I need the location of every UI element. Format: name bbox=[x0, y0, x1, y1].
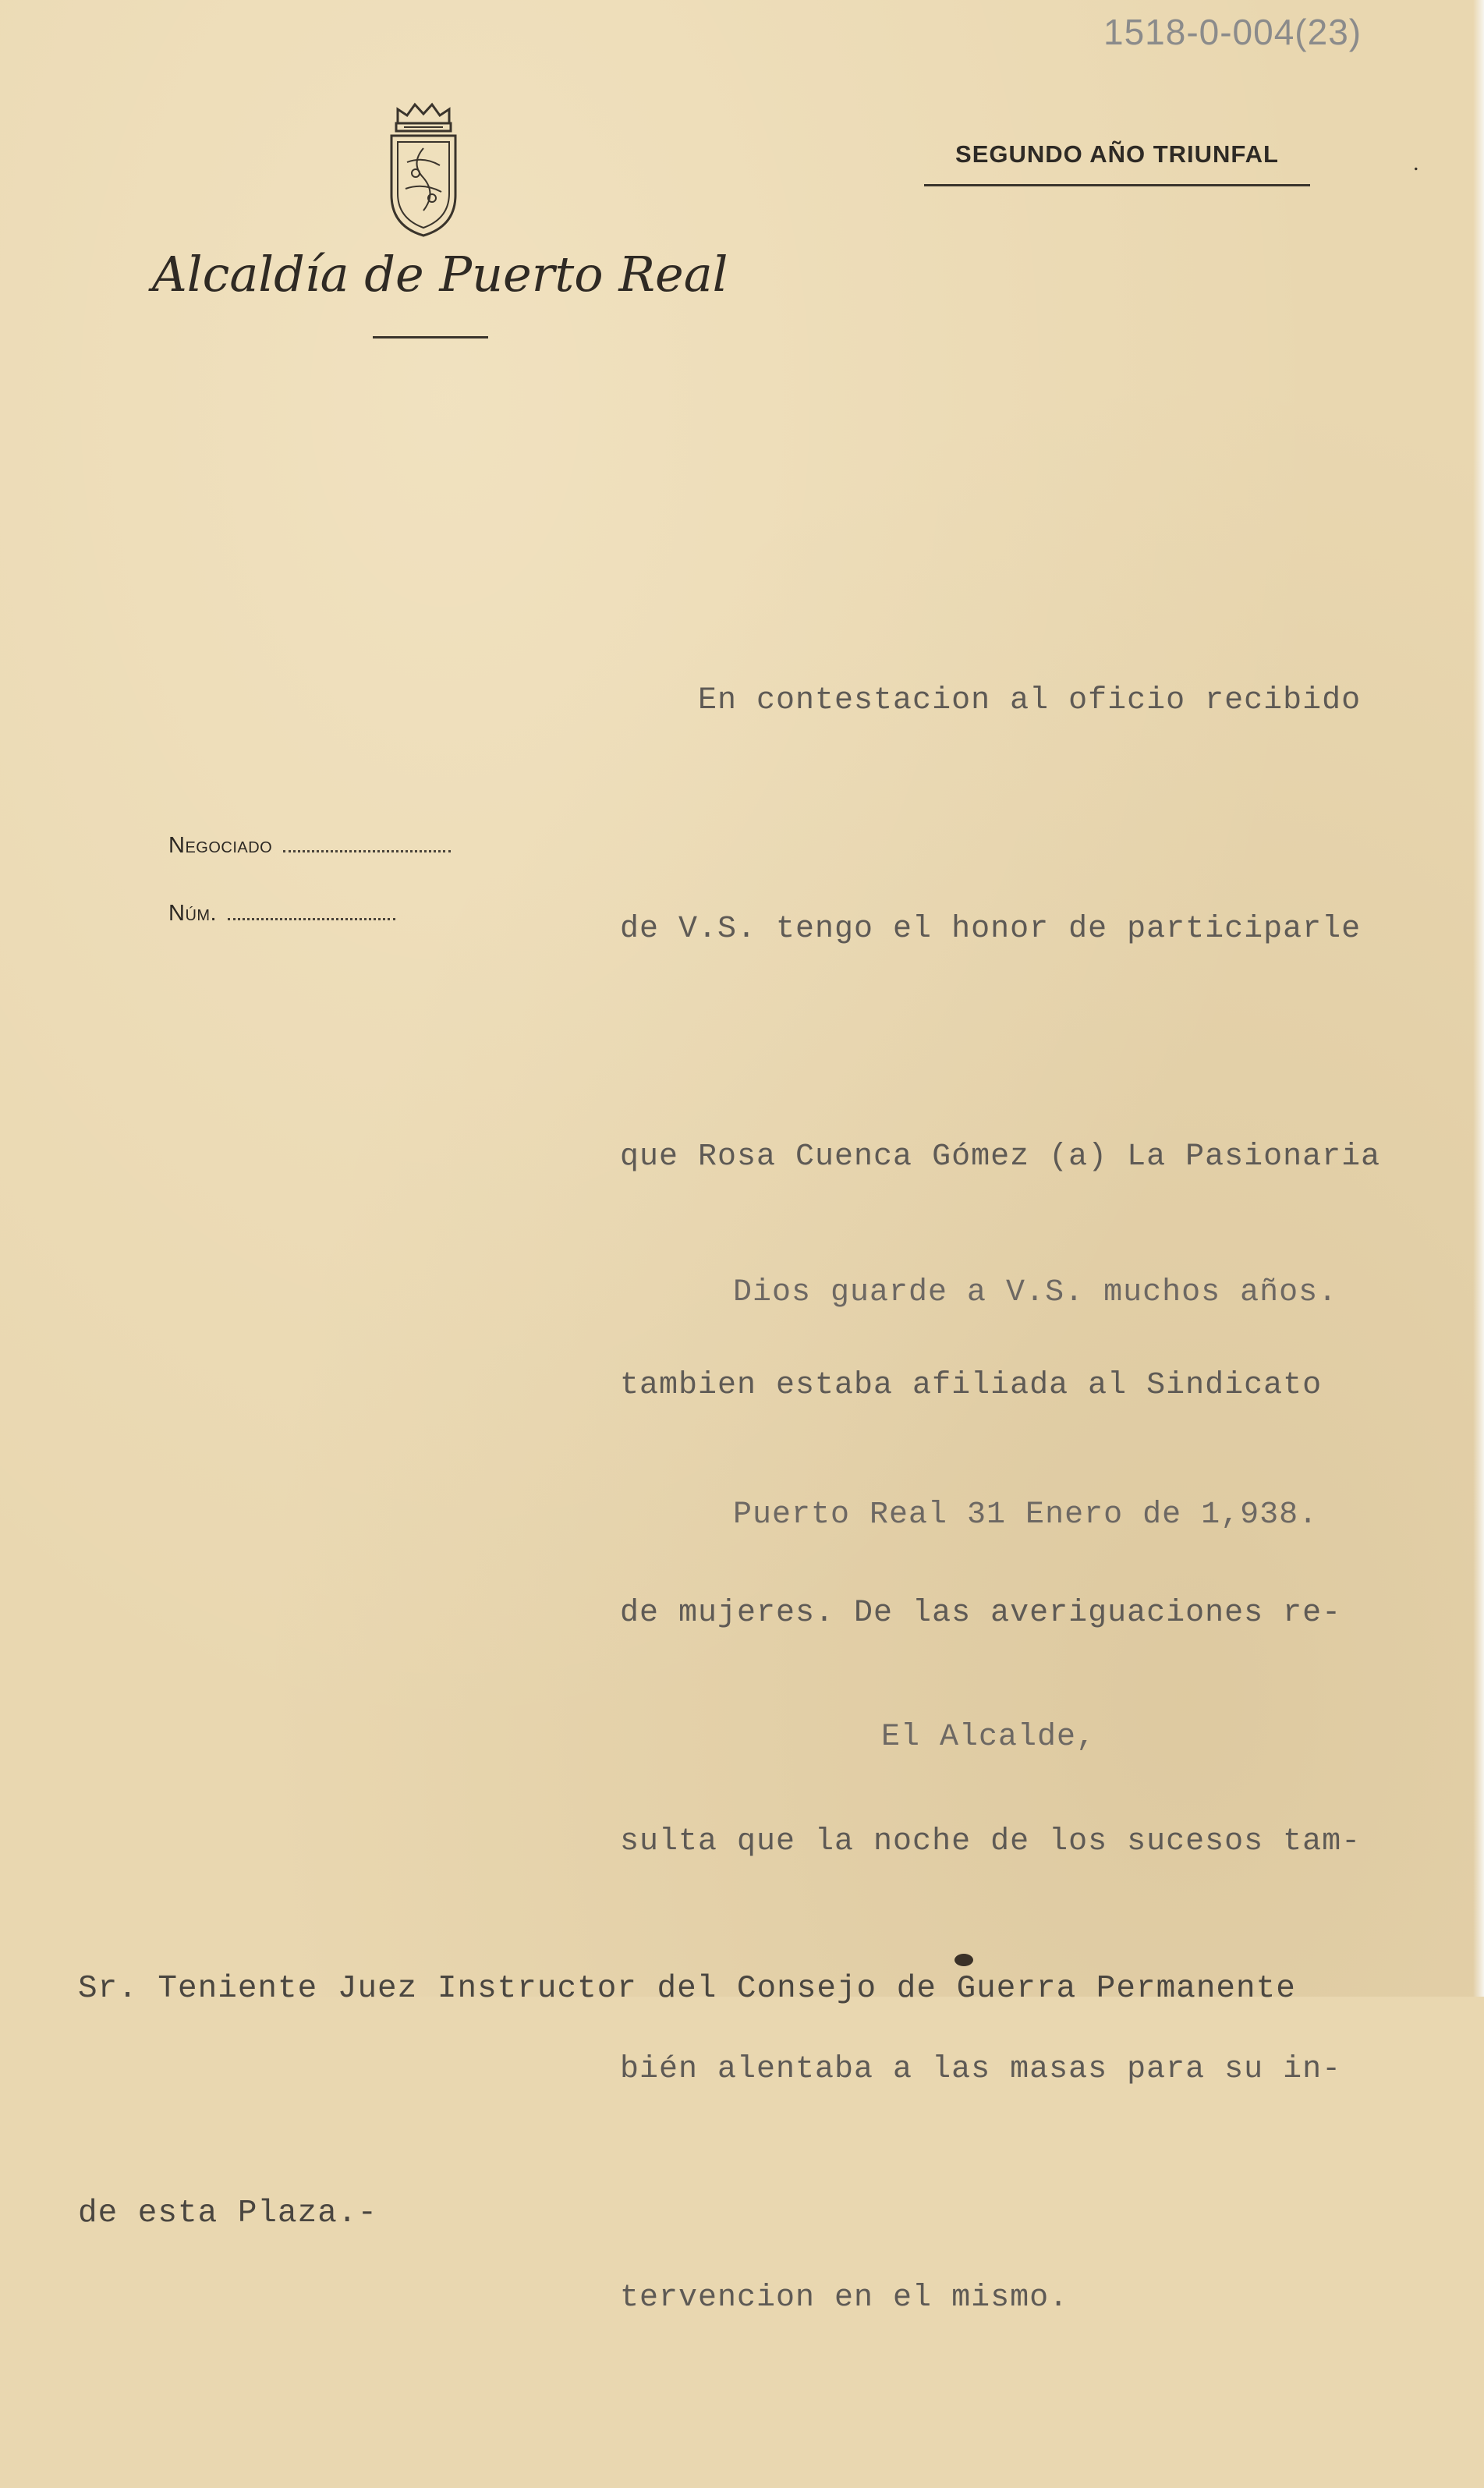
num-field bbox=[168, 901, 395, 927]
num-blank bbox=[228, 916, 395, 920]
num-label: Núm. bbox=[168, 901, 218, 926]
signatory: El Alcalde, bbox=[881, 1720, 1096, 1755]
addressee-line: Sr. Teniente Juez Instructor del Consejo de Guerra Permanente bbox=[78, 1971, 1296, 2007]
letter-closing bbox=[733, 1108, 1482, 1923]
body-line: que Rosa Cuenca Gómez (a) La Pasionaria bbox=[620, 1139, 1381, 1175]
header-dot: . bbox=[1413, 150, 1419, 175]
coat-of-arms-icon bbox=[381, 101, 466, 242]
body-line: de V.S. tengo el honor de participarle bbox=[620, 911, 1362, 947]
negociado-blank bbox=[283, 849, 451, 852]
archive-reference: 1518-0-004(23) bbox=[1103, 12, 1362, 52]
body-line: bién alentaba a las masas para su in- bbox=[620, 2052, 1342, 2087]
place-date: Puerto Real 31 Enero de 1,938. bbox=[733, 1497, 1319, 1533]
body-line: de mujeres. De las averiguaciones re- bbox=[620, 1596, 1342, 1631]
body-line: tervencion en el mismo. bbox=[620, 2280, 1069, 2316]
body-line: tambien estaba afiliada al Sindicato bbox=[620, 1367, 1323, 1403]
body-line: sulta que la noche de los sucesos tam- bbox=[620, 1823, 1362, 1859]
salutation: Dios guarde a V.S. muchos años. bbox=[733, 1275, 1338, 1310]
ink-spot bbox=[955, 1954, 973, 1966]
addressee-line: de esta Plaza.- bbox=[78, 2196, 378, 2231]
negociado-label: Negociado bbox=[168, 833, 273, 858]
negociado-field bbox=[168, 833, 451, 859]
year-header: SEGUNDO AÑO TRIUNFAL bbox=[924, 140, 1310, 186]
body-line: En contestacion al oficio recibido bbox=[620, 683, 1362, 718]
office-name: Alcaldía de Puerto Real bbox=[152, 246, 728, 303]
office-underline bbox=[373, 336, 488, 338]
addressee bbox=[78, 1802, 1466, 2401]
